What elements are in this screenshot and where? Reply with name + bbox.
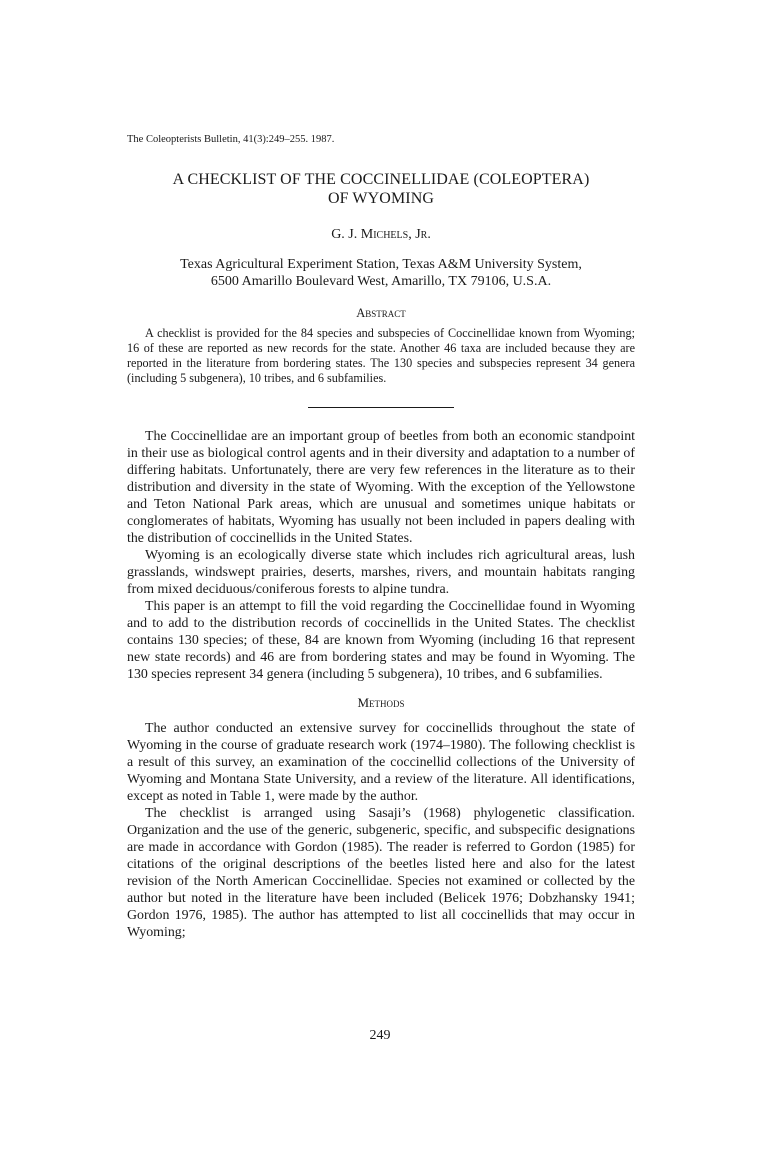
abstract-text: A checklist is provided for the 84 species and subspecies of Coccinellidae known from Wyoming; 16 of these are reported as new records for the state. Another 46 taxa are included because they are reported in the literature from bordering states. The 130 species and subspecies represent 34 genera (including 5 subgenera), 10 tribes, and 6 subfamilies. (127, 326, 635, 385)
affiliation-line-1: Texas Agricultural Experiment Station, Texas A&M University System, (180, 257, 582, 272)
intro-paragraph-2: Wyoming is an ecologically diverse state which includes rich agricultural areas, lush grasslands, windswept prairies, deserts, marshes, rivers, and mountain habitats ranging from mixed deciduous/coniferous forests to alpine tundra. (127, 548, 635, 597)
page-number: 249 (369, 1028, 391, 1043)
journal-citation: The Coleopterists Bulletin, 41(3):249–255. 1987. (127, 134, 335, 145)
article-title (127, 170, 635, 208)
methods-heading: Methods (357, 695, 405, 710)
methods-paragraph-1: The author conducted an extensive survey for coccinellids throughout the state of Wyoming in the course of graduate research work (1974–1980). The following checklist is a result of this survey, an examination of the coccinellid collections of the University of Wyoming and Montana State University, and a review of the literature. All identifications, except as noted in Table 1, were made by the author. (127, 721, 635, 804)
affiliation-line-2: 6500 Amarillo Boulevard West, Amarillo, TX 79106, U.S.A. (210, 274, 552, 289)
author-name: G. J. Michels, Jr. (331, 227, 431, 242)
intro-paragraph-3: This paper is an attempt to fill the void regarding the Coccinellidae found in Wyoming and to add to the distribution records of coccinellids in the United States. The checklist contains 130 species; of these, 84 are known from Wyoming (including 16 that represent new state records) and 46 are from bordering states and may be found in Wyoming. The 130 species represent 34 genera (including 5 subgenera), 10 tribes, and 6 subfamilies. (127, 599, 635, 682)
section-divider (308, 407, 454, 408)
abstract-heading: Abstract (356, 306, 406, 320)
article-title-line-1: A CHECKLIST OF THE COCCINELLIDAE (COLEOPTERA) (172, 171, 590, 188)
author-affiliation (127, 256, 635, 290)
article-title-line-2: OF WYOMING (327, 190, 435, 207)
methods-paragraph-2: The checklist is arranged using Sasaji’s (1968) phylogenetic classification. Organization and the use of the generic, subgeneric, specific, and subspecific designations are made in accordance with Gordon (1985). The reader is referred to Gordon (1985) for citations of the original descriptions of the beetles listed here and also for the latest revision of the North American Coccinellidae. Species not examined or collected by the author but noted in the literature have been included (Belicek 1976; Dobzhansky 1941; Gordon 1976, 1985). The author has attempted to list all coccinellids that may occur in Wyoming; (127, 806, 635, 940)
intro-paragraph-1: The Coccinellidae are an important group of beetles from both an economic standpoint in their use as biological control agents and in their diversity and adaptation to a number of differing habitats. Unfortunately, there are very few references in the literature as to their distribution and diversity in the state of Wyoming. With the exception of the Yellowstone and Teton National Park areas, which are unusual and sometimes unique habitats or conglomerates of habitats, Wyoming has usually not been included in papers dealing with the distribution of coccinellids in the United States. (127, 429, 635, 546)
article-page (127, 133, 635, 941)
